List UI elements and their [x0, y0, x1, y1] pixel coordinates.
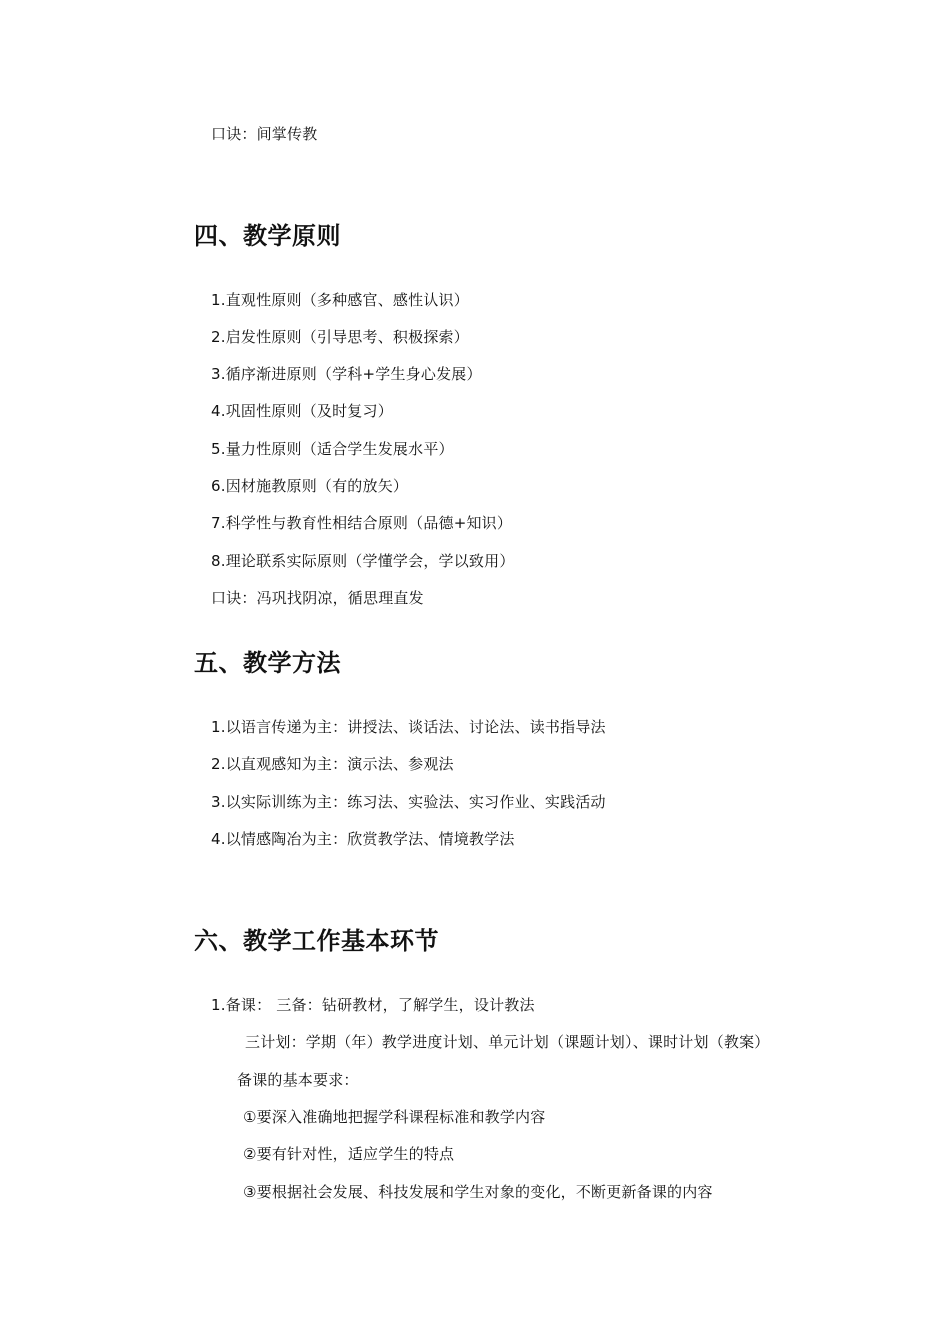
principle-item: 4.巩固性原则（及时复习）	[211, 402, 393, 420]
intro-mnemonic: 口诀：间掌传教	[211, 125, 318, 143]
principle-item: 2.启发性原则（引导思考、积极探索）	[211, 328, 469, 346]
principle-item: 8.理论联系实际原则（学懂学会，学以致用）	[211, 552, 515, 570]
lesson-prep-line: 1.备课： 三备：钻研教材，了解学生，设计教法	[211, 996, 535, 1014]
method-item: 2.以直观感知为主：演示法、参观法	[211, 755, 454, 773]
principle-item: 1.直观性原则（多种感官、感性认识）	[211, 291, 469, 309]
method-item: 3.以实际训练为主：练习法、实验法、实习作业、实践活动	[211, 793, 606, 811]
requirement-item: ②要有针对性，适应学生的特点	[243, 1145, 455, 1163]
three-plans-line: 三计划：学期（年）教学进度计划、单元计划（课题计划）、课时计划（教案）	[245, 1033, 770, 1051]
requirements-heading: 备课的基本要求：	[237, 1071, 359, 1089]
method-item: 4.以情感陶冶为主：欣赏教学法、情境教学法	[211, 830, 515, 848]
requirement-item: ③要根据社会发展、科技发展和学生对象的变化，不断更新备课的内容	[243, 1183, 713, 1201]
requirement-item: ①要深入准确地把握学科课程标准和教学内容	[243, 1108, 546, 1126]
section5-heading: 五、教学方法	[194, 649, 341, 677]
section4-mnemonic: 口诀：冯巩找阴凉，循思理直发	[211, 589, 424, 607]
section6-heading: 六、教学工作基本环节	[194, 927, 439, 955]
principle-item: 5.量力性原则（适合学生发展水平）	[211, 440, 454, 458]
section4-heading: 四、教学原则	[194, 222, 341, 250]
method-item: 1.以语言传递为主：讲授法、谈话法、讨论法、读书指导法	[211, 718, 606, 736]
principle-item: 6.因材施教原则（有的放矢）	[211, 477, 409, 495]
principle-item: 3.循序渐进原则（学科+学生身心发展）	[211, 365, 482, 383]
principle-item: 7.科学性与教育性相结合原则（品德+知识）	[211, 514, 513, 532]
